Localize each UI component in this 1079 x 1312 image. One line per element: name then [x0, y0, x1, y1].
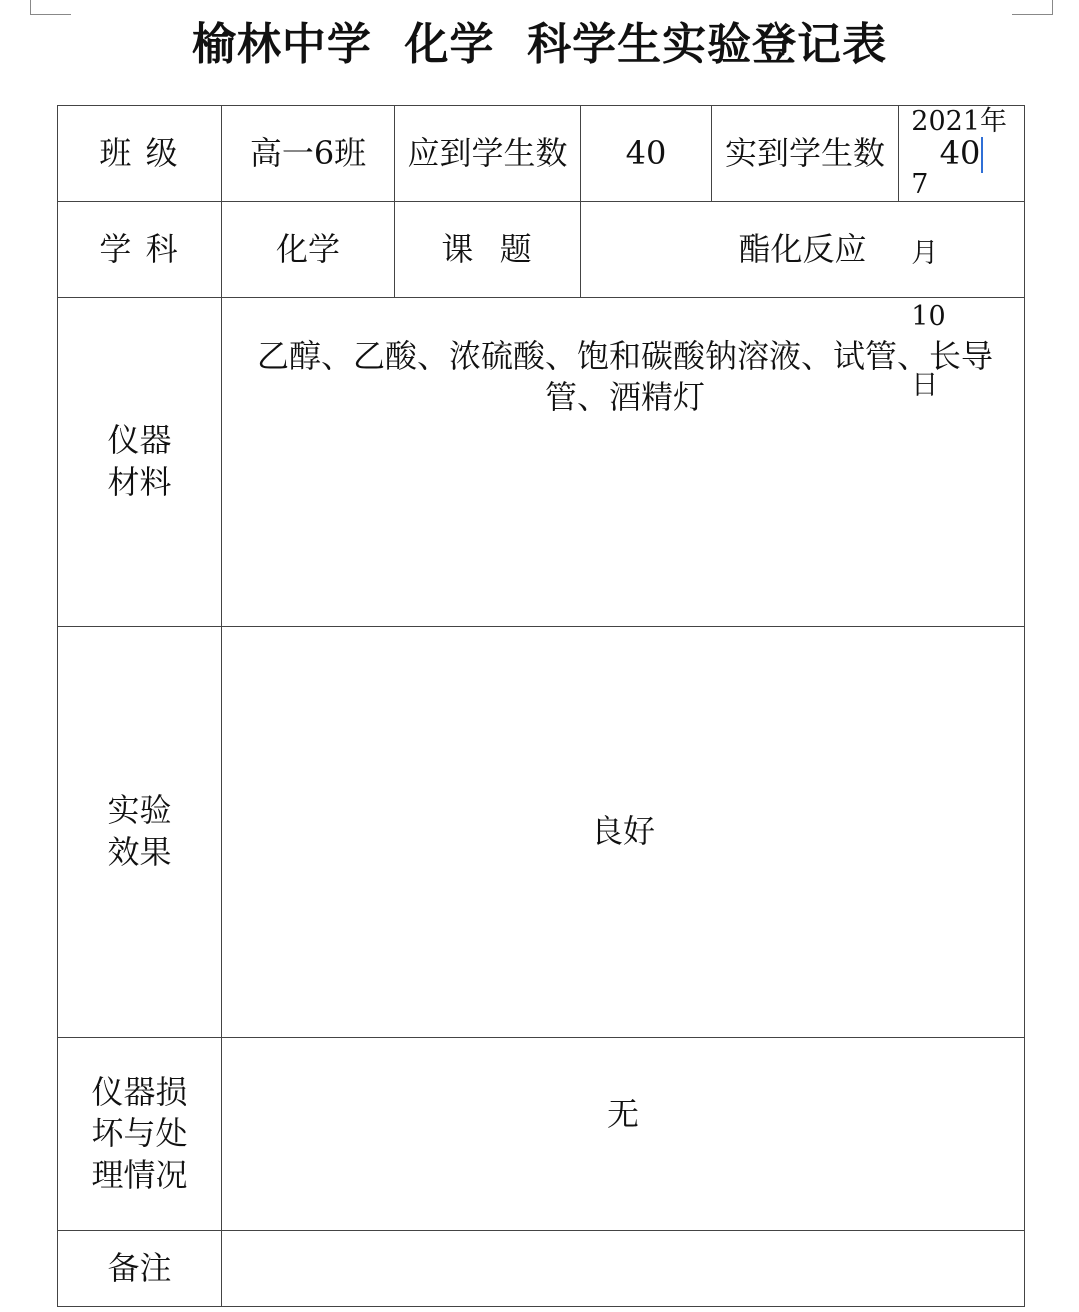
damage-label-line1: 仪器损 [91, 1072, 188, 1111]
table-row-class [58, 106, 1025, 202]
actual-students-label: 实到学生数 [712, 106, 899, 202]
expected-students-label: 应到学生数 [395, 106, 581, 202]
date-day-unit: 日 [911, 370, 939, 401]
table-row-materials [58, 298, 1025, 627]
effect-label-line1: 实验 [107, 791, 172, 830]
class-value[interactable]: 高一6班 [222, 106, 395, 202]
text-cursor [981, 137, 983, 173]
effect-value[interactable]: 良好 [222, 627, 1025, 1038]
table-row-effect [58, 627, 1025, 1038]
remarks-label: 备注 [58, 1231, 222, 1307]
registration-table [57, 105, 1025, 1307]
date-month-unit: 月 [911, 238, 939, 269]
topic-value[interactable]: 酯化反应 [581, 202, 1025, 298]
subject-label: 学 科 [58, 202, 222, 298]
materials-label [58, 298, 222, 627]
topic-label: 课 题 [395, 202, 581, 298]
remarks-value[interactable] [222, 1231, 1025, 1307]
materials-label-line1: 仪器 [107, 421, 172, 460]
expected-students-value[interactable]: 40 [581, 106, 712, 202]
date-month: 7 [911, 169, 929, 200]
damage-label [58, 1038, 222, 1231]
page-title: 榆林中学 化学 科学生实验登记表 [191, 19, 888, 70]
class-label: 班 级 [58, 106, 222, 202]
damage-value[interactable]: 无 [222, 1038, 1025, 1231]
table-row-remarks [58, 1231, 1025, 1307]
effect-label [58, 627, 222, 1038]
table-row-subject [58, 202, 1025, 298]
table-row-damage [58, 1038, 1025, 1231]
effect-label-line2: 效果 [107, 833, 172, 871]
date-year: 2021年 [911, 106, 1007, 137]
date-day: 10 [911, 301, 946, 332]
materials-value[interactable]: 乙醇、乙酸、浓硫酸、饱和碳酸钠溶液、试管、长导管、酒精灯 [222, 298, 1025, 627]
damage-label-line3: 理情况 [91, 1155, 188, 1194]
actual-students-value[interactable]: 40 [939, 133, 981, 172]
subject-value[interactable]: 化学 [222, 202, 395, 298]
damage-label-line2: 坏与处 [91, 1114, 188, 1153]
materials-label-line2: 材料 [107, 463, 172, 501]
actual-students-cell[interactable] [899, 106, 1025, 202]
